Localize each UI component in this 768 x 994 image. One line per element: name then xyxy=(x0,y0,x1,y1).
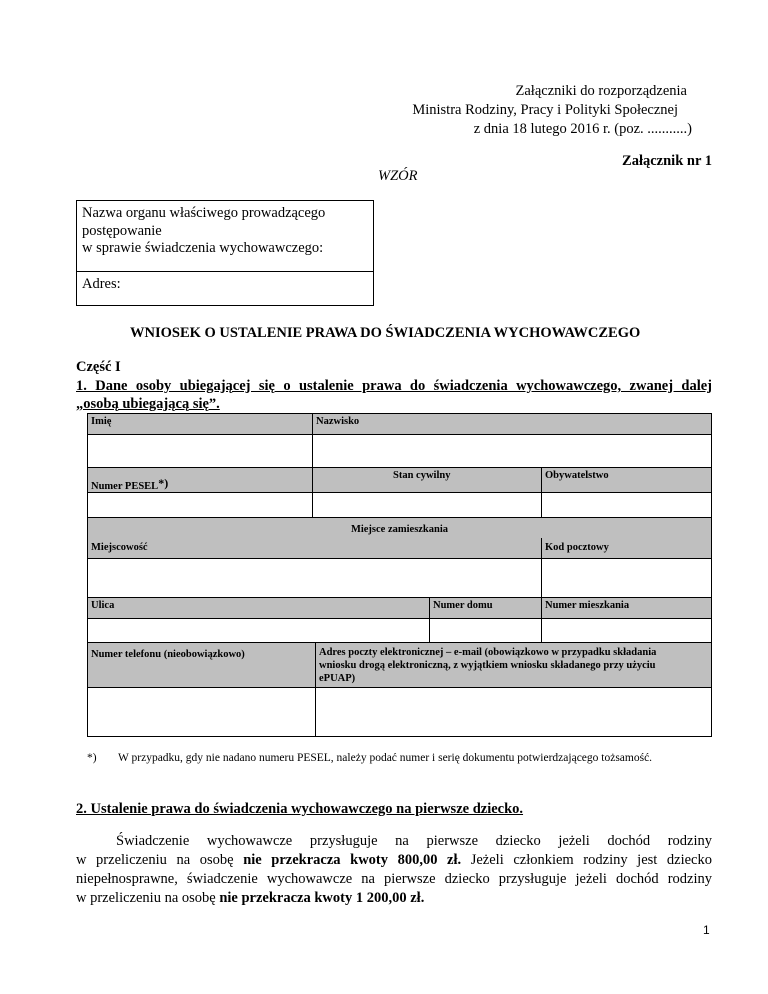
organ-address-label: Adres: xyxy=(82,276,121,292)
organ-name-label: Nazwa organu właściwego prowadzącego postępowanie w sprawie świadczenia wychowawczego: xyxy=(82,205,326,256)
kod-pocztowy-field[interactable] xyxy=(541,558,712,598)
section2-heading: 2. Ustalenie prawa do świadczenia wychowawczego na pierwsze dziecko. xyxy=(76,801,524,817)
email-header: Adres poczty elektronicznej – e-mail (obowiązkowo w przypadku składania wniosku drogą elektroniczną, z wyjątkiem wniosku składanego przy użyciu ePUAP) xyxy=(315,642,712,688)
attachment-label: Załącznik nr 1 xyxy=(622,153,712,169)
telefon-header: Numer telefonu (nieobowiązkowo) xyxy=(87,642,316,688)
pesel-field[interactable] xyxy=(87,492,313,518)
telefon-field[interactable] xyxy=(87,687,316,737)
stan-cywilny-field[interactable] xyxy=(312,492,542,518)
nr-mieszkania-field[interactable] xyxy=(541,618,712,643)
ulica-header: Ulica xyxy=(87,597,430,619)
imie-field[interactable] xyxy=(87,434,313,468)
nr-domu-header: Numer domu xyxy=(429,597,542,619)
part-label: Część I xyxy=(76,359,121,375)
form-title: WNIOSEK O USTALENIE PRAWA DO ŚWIADCZENIA WYCHOWAWCZEGO xyxy=(130,325,641,341)
footnote-mark: *) xyxy=(87,752,97,764)
ulica-field[interactable] xyxy=(87,618,430,643)
stan-cywilny-header: Stan cywilny xyxy=(312,467,542,493)
imie-header: Imię xyxy=(87,413,313,435)
nr-mieszkania-header: Numer mieszkania xyxy=(541,597,712,619)
nazwisko-header: Nazwisko xyxy=(312,413,712,435)
organ-box xyxy=(76,200,374,306)
obywatelstwo-header: Obywatelstwo xyxy=(541,467,712,493)
nr-domu-field[interactable] xyxy=(429,618,542,643)
wzor-label: WZÓR xyxy=(378,168,418,184)
obywatelstwo-field[interactable] xyxy=(541,492,712,518)
footnote-text: W przypadku, gdy nie nadano numeru PESEL, należy podać numer i serię dokumentu potwierdzającego tożsamość. xyxy=(118,752,653,764)
header-line-1: Załączniki do rozporządzenia xyxy=(515,83,687,99)
miejscowosc-field[interactable] xyxy=(87,558,542,598)
header-line-2: Ministra Rodziny, Pracy i Polityki Społecznej xyxy=(412,102,678,118)
page-number: 1 xyxy=(703,923,710,937)
email-field[interactable] xyxy=(315,687,712,737)
header-line-3: z dnia 18 lutego 2016 r. (poz. ...........) xyxy=(473,121,692,137)
nazwisko-field[interactable] xyxy=(312,434,712,468)
section2-paragraph: Świadczenie wychowawcze przysługuje na pierwsze dziecko jeżeli dochód rodziny w przeliczeniu na osobę nie przekracza kwoty 800,00 zł. Jeżeli członkiem rodziny jest dziecko niepełnosprawne, świadczenie wychowawcze na pierwsze dziecko przysługuje jeżeli dochód rodziny w przeliczeniu na osobę nie przekracza kwoty 1 200,00 zł. xyxy=(76,833,712,906)
pesel-header: Numer PESEL*) xyxy=(87,467,313,493)
miejsce-zamieszkania-header: Miejsce zamieszkania Miejscowość Kod pocztowy xyxy=(87,517,712,559)
section1-heading: 1. Dane osoby ubiegającej się o ustalenie prawa do świadczenia wychowawczego, zwanej dalej „osobą ubiegającą się”. xyxy=(76,378,712,412)
